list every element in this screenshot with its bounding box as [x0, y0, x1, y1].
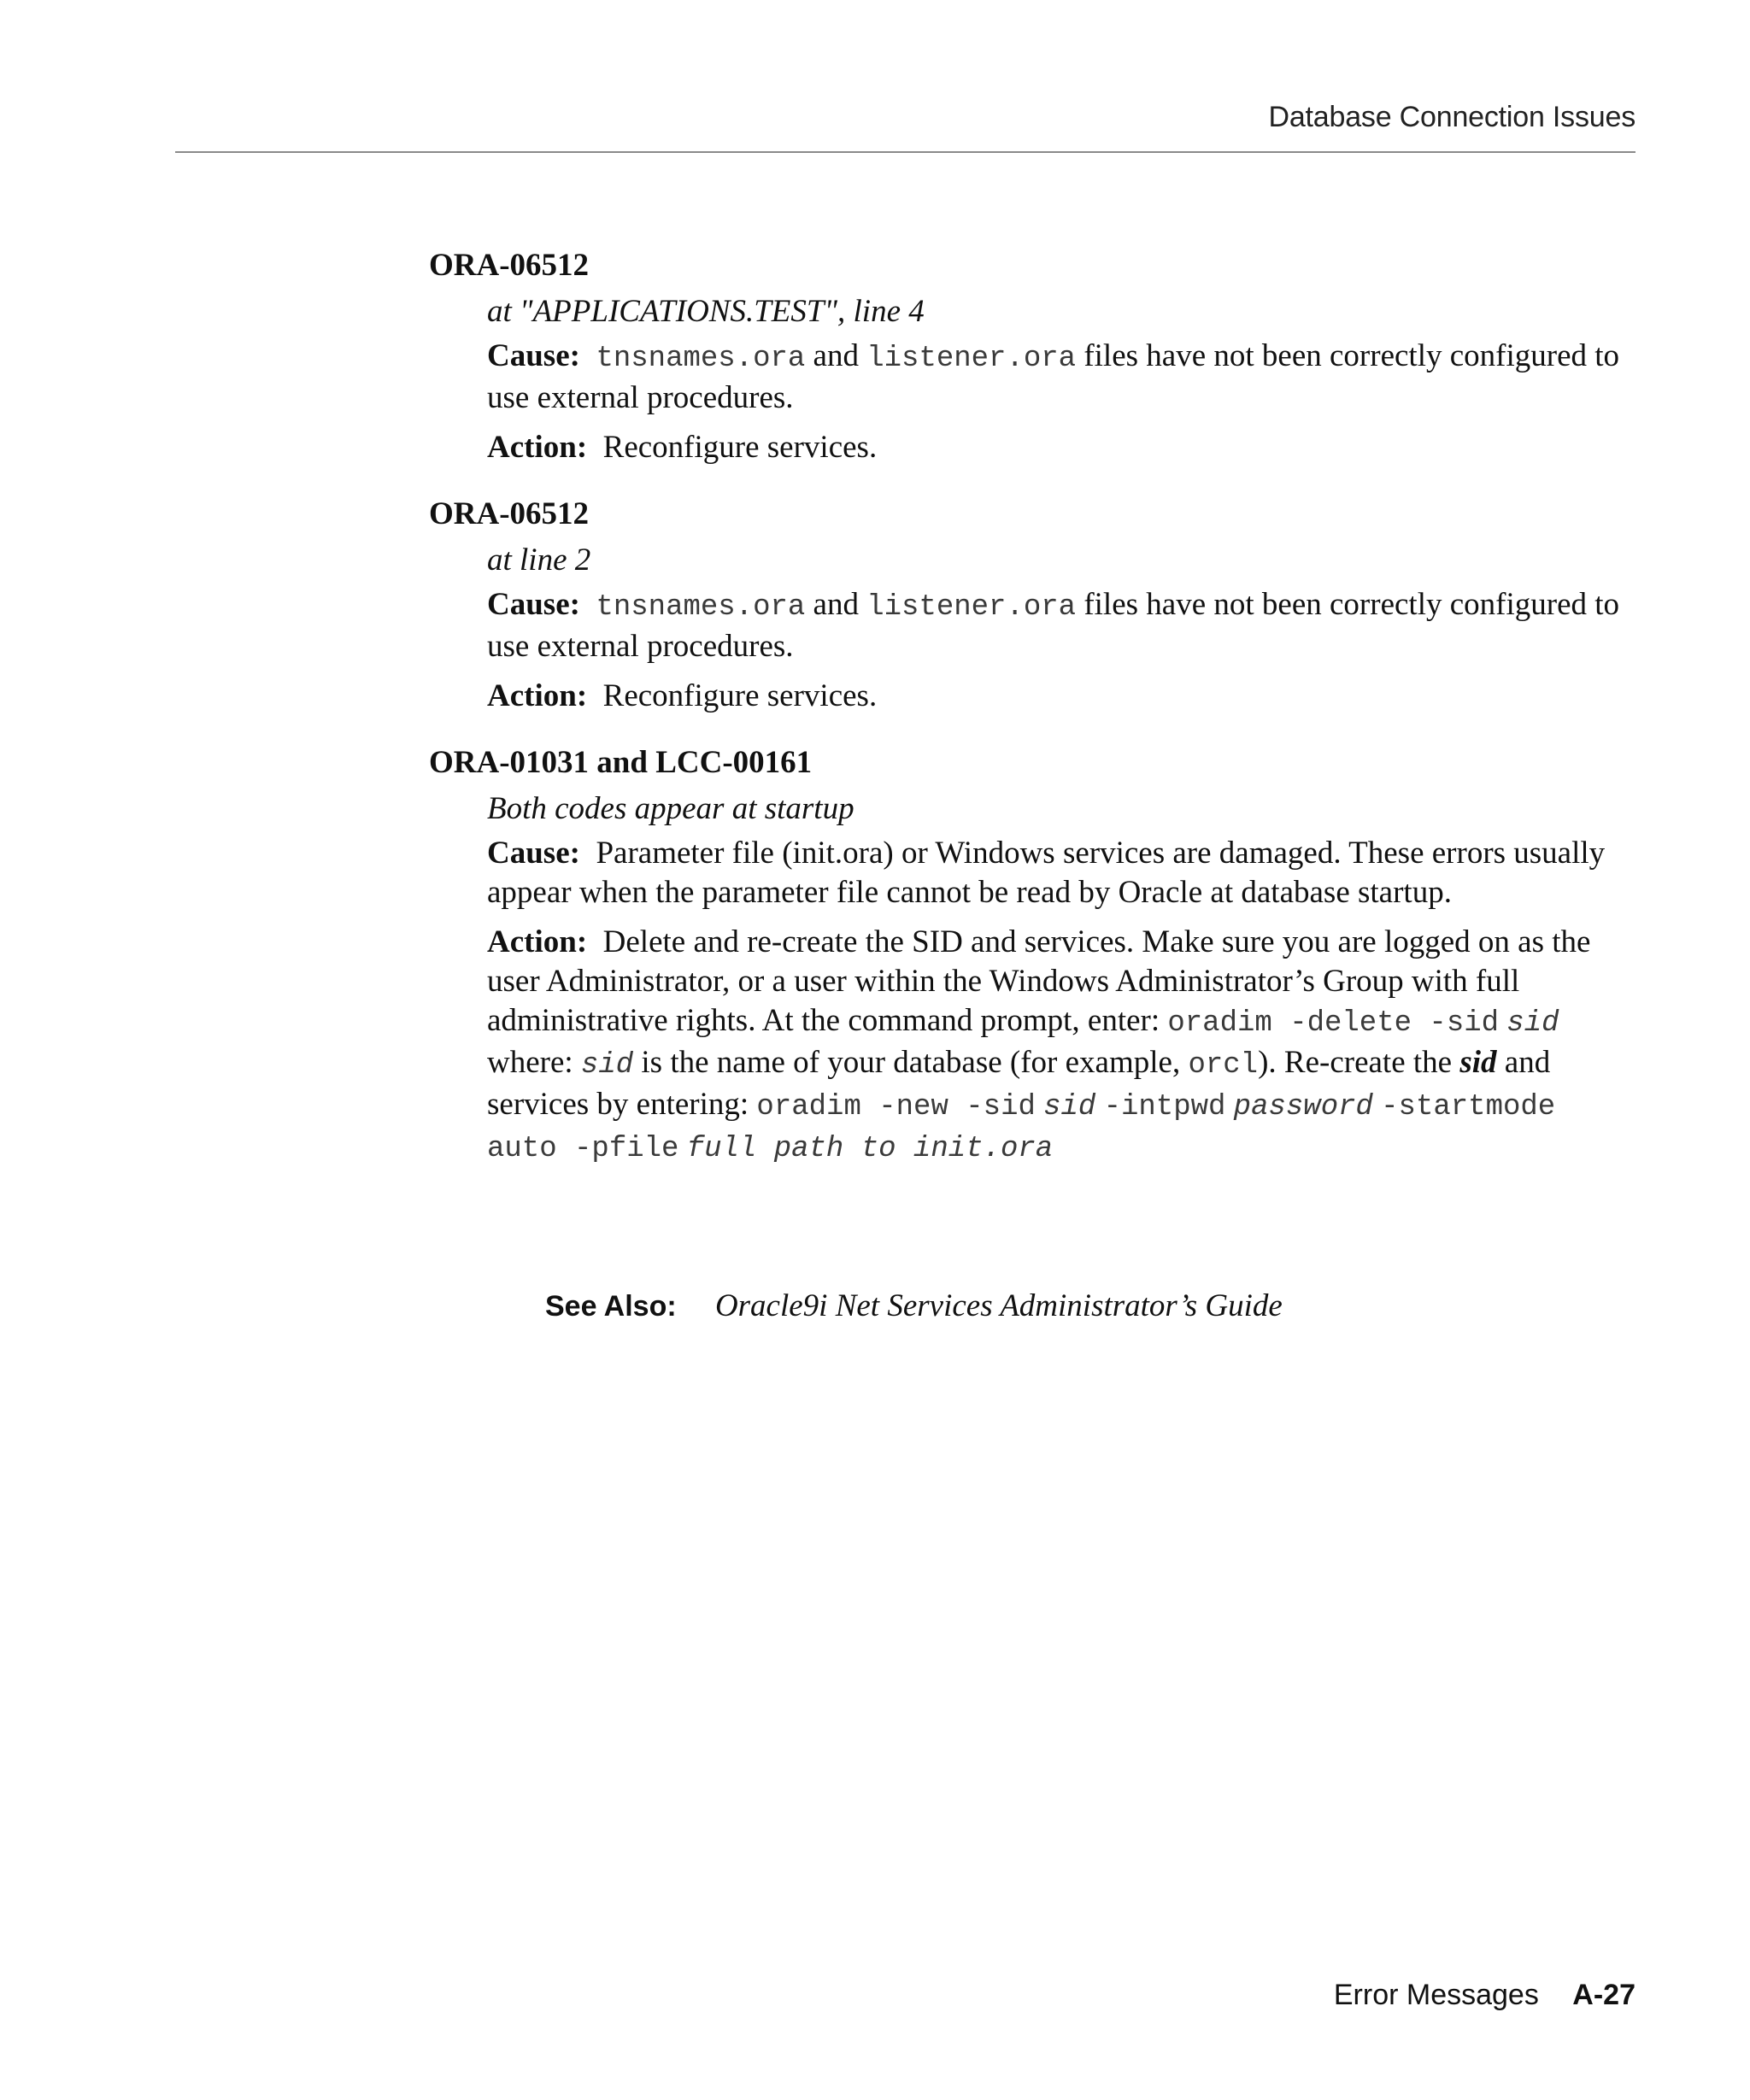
- cause-paragraph: [487, 337, 1642, 418]
- command-sid-variable: sid: [1506, 1007, 1559, 1040]
- cause-text: Parameter file (init.ora) or Windows services are damaged. These errors usually appear when the parameter file cannot be read by Oracle at database startup.: [487, 836, 1606, 910]
- where-text: where:: [487, 1045, 573, 1080]
- recreate-text: ). Re-create the: [1258, 1045, 1453, 1080]
- command-intpwd-flag: -intpwd: [1103, 1091, 1226, 1123]
- cause-conjunction: and: [813, 587, 859, 622]
- cause-text: files have not been correctly configured to use external procedures.: [487, 587, 1620, 664]
- action-paragraph: [487, 923, 1642, 1169]
- cause-label: Cause:: [487, 836, 580, 871]
- filename-tnsnames: tnsnames.ora: [596, 591, 806, 624]
- footer-chapter: Error Messages: [1333, 1979, 1539, 2011]
- action-paragraph: [487, 428, 1642, 467]
- where-sid-variable: sid: [580, 1049, 634, 1082]
- command-startmode: -startmode auto -pfile: [487, 1091, 1556, 1165]
- page-number: A-27: [1572, 1979, 1635, 2011]
- error-message-list: [429, 244, 1642, 1194]
- cause-label: Cause:: [487, 338, 580, 373]
- action-label: Action:: [487, 678, 588, 713]
- error-entry: [429, 742, 1642, 1169]
- command-new-sid-variable: sid: [1043, 1091, 1096, 1123]
- where-description: is the name of your database (for example,: [641, 1045, 1181, 1080]
- cause-paragraph: [487, 834, 1642, 912]
- cause-text: files have not been correctly configured to use external procedures.: [487, 338, 1620, 415]
- see-also-label: See Also:: [545, 1290, 677, 1323]
- action-text: Reconfigure services.: [602, 678, 878, 713]
- command-fullpath-variable: full path to init.ora: [686, 1133, 1054, 1165]
- page-footer: [1334, 1979, 1635, 2012]
- error-context: Both codes appear at startup: [487, 791, 854, 826]
- action-intro: Delete and re-create the SID and services. Make sure you are logged on as the user Administrator, or a user within the Windows Administrator’s Group with full administrative rights. At the command prompt, enter:: [487, 924, 1591, 1038]
- error-context: at line 2: [487, 543, 591, 578]
- filename-tnsnames: tnsnames.ora: [596, 343, 806, 375]
- recreate-sid-term: sid: [1459, 1045, 1497, 1080]
- command-password-variable: password: [1233, 1091, 1373, 1123]
- header-rule: [175, 151, 1635, 153]
- command-new: oradim -new -sid: [756, 1091, 1036, 1123]
- error-entry-body: [487, 539, 1642, 716]
- recreate-text-continued: and services by entering:: [487, 1045, 1551, 1122]
- action-text: Reconfigure services.: [602, 430, 878, 465]
- cause-label: Cause:: [487, 587, 580, 622]
- example-sid: orcl: [1188, 1049, 1259, 1082]
- action-label: Action:: [487, 430, 588, 465]
- error-code: ORA-01031 and LCC-00161: [429, 745, 813, 780]
- action-paragraph: [487, 677, 1642, 716]
- error-entry-body: [487, 788, 1642, 1169]
- error-entry-body: [487, 290, 1642, 467]
- filename-listener: listener.ora: [866, 343, 1077, 375]
- see-also-reference[interactable]: Oracle9i Net Services Administrator’s Guide: [714, 1288, 1283, 1323]
- cause-paragraph: [487, 585, 1642, 666]
- cause-conjunction: and: [813, 338, 859, 373]
- running-header: Database Connection Issues: [1268, 101, 1635, 133]
- see-also-note: [545, 1285, 1283, 1328]
- error-entry: [429, 244, 1642, 467]
- filename-listener: listener.ora: [866, 591, 1077, 624]
- error-context: at "APPLICATIONS.TEST", line 4: [487, 294, 925, 329]
- command-delete: oradim -delete -sid: [1167, 1007, 1500, 1040]
- error-code: ORA-06512: [429, 248, 590, 283]
- error-entry: [429, 493, 1642, 716]
- error-code: ORA-06512: [429, 496, 590, 531]
- action-label: Action:: [487, 924, 588, 959]
